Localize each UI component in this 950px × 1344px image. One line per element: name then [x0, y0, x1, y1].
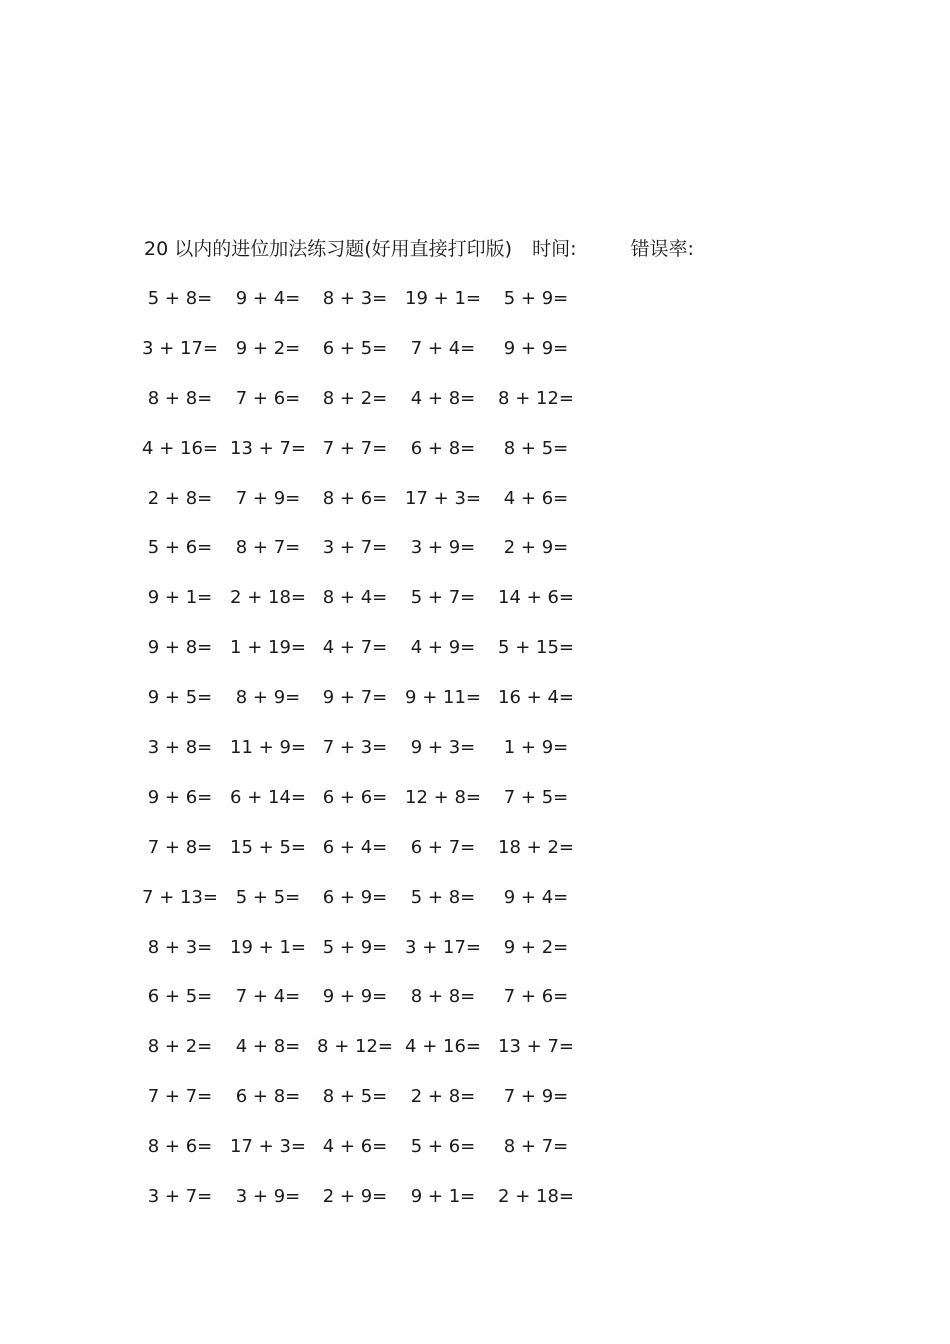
problem: 9 + 5= — [147, 687, 213, 709]
problem: 6 + 9= — [322, 886, 388, 908]
problem: 7 + 13= — [142, 886, 218, 908]
problem: 2 + 18= — [498, 1186, 574, 1208]
worksheet-header — [144, 234, 694, 264]
problem-row — [140, 284, 600, 334]
problem: 8 + 12= — [498, 387, 574, 409]
problem: 7 + 4= — [410, 337, 476, 359]
problem: 4 + 6= — [503, 487, 569, 509]
problem-row — [140, 384, 600, 434]
problem: 4 + 7= — [322, 637, 388, 659]
problem: 18 + 2= — [498, 836, 574, 858]
problem: 4 + 8= — [235, 1036, 301, 1058]
problem: 9 + 6= — [147, 786, 213, 808]
problem-row — [140, 434, 600, 484]
problem: 8 + 2= — [322, 387, 388, 409]
problem: 7 + 7= — [322, 437, 388, 459]
problem: 3 + 17= — [405, 936, 481, 958]
problem: 6 + 14= — [230, 786, 306, 808]
problem: 15 + 5= — [230, 836, 306, 858]
problem: 5 + 5= — [235, 886, 301, 908]
problem: 8 + 12= — [317, 1036, 393, 1058]
problem: 5 + 6= — [147, 537, 213, 559]
problem: 8 + 6= — [322, 487, 388, 509]
problem: 5 + 8= — [147, 288, 213, 309]
problem-row — [140, 633, 600, 683]
problem: 9 + 2= — [503, 936, 569, 958]
problem: 8 + 4= — [322, 587, 388, 609]
problem: 6 + 5= — [322, 337, 388, 359]
problem: 8 + 2= — [147, 1036, 213, 1058]
problem: 13 + 7= — [230, 437, 306, 459]
problem: 9 + 4= — [235, 288, 301, 309]
problem: 9 + 4= — [503, 886, 569, 908]
problem: 4 + 16= — [142, 437, 218, 459]
problem: 2 + 18= — [230, 587, 306, 609]
problem: 7 + 4= — [235, 986, 301, 1008]
problem: 7 + 5= — [503, 786, 569, 808]
problem: 8 + 5= — [503, 437, 569, 459]
problem: 8 + 8= — [410, 986, 476, 1008]
problem: 7 + 9= — [503, 1086, 569, 1108]
problem: 6 + 6= — [322, 786, 388, 808]
problem: 16 + 4= — [498, 687, 574, 709]
problem: 7 + 3= — [322, 737, 388, 759]
problem: 5 + 15= — [498, 637, 574, 659]
problem-row — [140, 783, 600, 833]
problem: 13 + 7= — [498, 1036, 574, 1058]
problem: 8 + 7= — [503, 1136, 569, 1158]
problem: 5 + 7= — [410, 587, 476, 609]
problem: 11 + 9= — [230, 737, 306, 759]
problem: 7 + 8= — [147, 836, 213, 858]
problem-row — [140, 1132, 600, 1182]
problem: 6 + 5= — [147, 986, 213, 1008]
problem: 12 + 8= — [405, 786, 481, 808]
page-title: 20 以内的进位加法练习题(好用直接打印版) — [144, 238, 513, 260]
problem-row — [140, 583, 600, 633]
problem: 3 + 7= — [322, 537, 388, 559]
problem: 8 + 3= — [322, 288, 388, 309]
problem: 2 + 8= — [147, 487, 213, 509]
problem: 5 + 9= — [322, 936, 388, 958]
problem-row — [140, 733, 600, 783]
problem-row — [140, 883, 600, 933]
problem: 9 + 7= — [322, 687, 388, 709]
problem: 7 + 9= — [235, 487, 301, 509]
problem: 3 + 8= — [147, 737, 213, 759]
problem: 8 + 3= — [147, 936, 213, 958]
problem: 9 + 9= — [503, 337, 569, 359]
problem: 8 + 5= — [322, 1086, 388, 1108]
error-rate-label: 错误率: — [630, 238, 694, 260]
problem: 4 + 16= — [405, 1036, 481, 1058]
problem: 9 + 9= — [322, 986, 388, 1008]
problem: 8 + 6= — [147, 1136, 213, 1158]
problem-row — [140, 1082, 600, 1132]
problem: 8 + 8= — [147, 387, 213, 409]
problem: 8 + 7= — [235, 537, 301, 559]
problem: 2 + 9= — [322, 1186, 388, 1208]
problem: 5 + 8= — [410, 886, 476, 908]
problem: 17 + 3= — [230, 1136, 306, 1158]
problem: 14 + 6= — [498, 587, 574, 609]
time-label: 时间: — [532, 238, 577, 260]
problem-grid — [140, 284, 600, 1232]
problem-row — [140, 484, 600, 534]
problem-row — [140, 683, 600, 733]
problem: 2 + 9= — [503, 537, 569, 559]
problem: 3 + 9= — [235, 1186, 301, 1208]
problem: 1 + 19= — [230, 637, 306, 659]
problem: 19 + 1= — [405, 288, 481, 309]
problem-row — [140, 833, 600, 883]
problem: 9 + 1= — [410, 1186, 476, 1208]
problem-row — [140, 533, 600, 583]
problem: 6 + 8= — [235, 1086, 301, 1108]
problem: 8 + 9= — [235, 687, 301, 709]
problem: 5 + 6= — [410, 1136, 476, 1158]
problem: 3 + 7= — [147, 1186, 213, 1208]
problem-row — [140, 1032, 600, 1082]
problem: 4 + 9= — [410, 637, 476, 659]
problem: 3 + 9= — [410, 537, 476, 559]
problem: 2 + 8= — [410, 1086, 476, 1108]
problem-row — [140, 982, 600, 1032]
problem: 9 + 8= — [147, 637, 213, 659]
problem: 7 + 7= — [147, 1086, 213, 1108]
problem: 6 + 7= — [410, 836, 476, 858]
problem-row — [140, 933, 600, 983]
problem: 9 + 2= — [235, 337, 301, 359]
problem: 4 + 6= — [322, 1136, 388, 1158]
problem: 9 + 3= — [410, 737, 476, 759]
problem: 6 + 4= — [322, 836, 388, 858]
problem: 17 + 3= — [405, 487, 481, 509]
problem: 19 + 1= — [230, 936, 306, 958]
problem: 5 + 9= — [503, 288, 569, 309]
problem-row — [140, 1182, 600, 1232]
problem: 3 + 17= — [142, 337, 218, 359]
problem: 7 + 6= — [235, 387, 301, 409]
problem: 9 + 1= — [147, 587, 213, 609]
problem-row — [140, 334, 600, 384]
problem: 1 + 9= — [503, 737, 569, 759]
problem: 7 + 6= — [503, 986, 569, 1008]
problem: 4 + 8= — [410, 387, 476, 409]
problem: 9 + 11= — [405, 687, 481, 709]
problem: 6 + 8= — [410, 437, 476, 459]
